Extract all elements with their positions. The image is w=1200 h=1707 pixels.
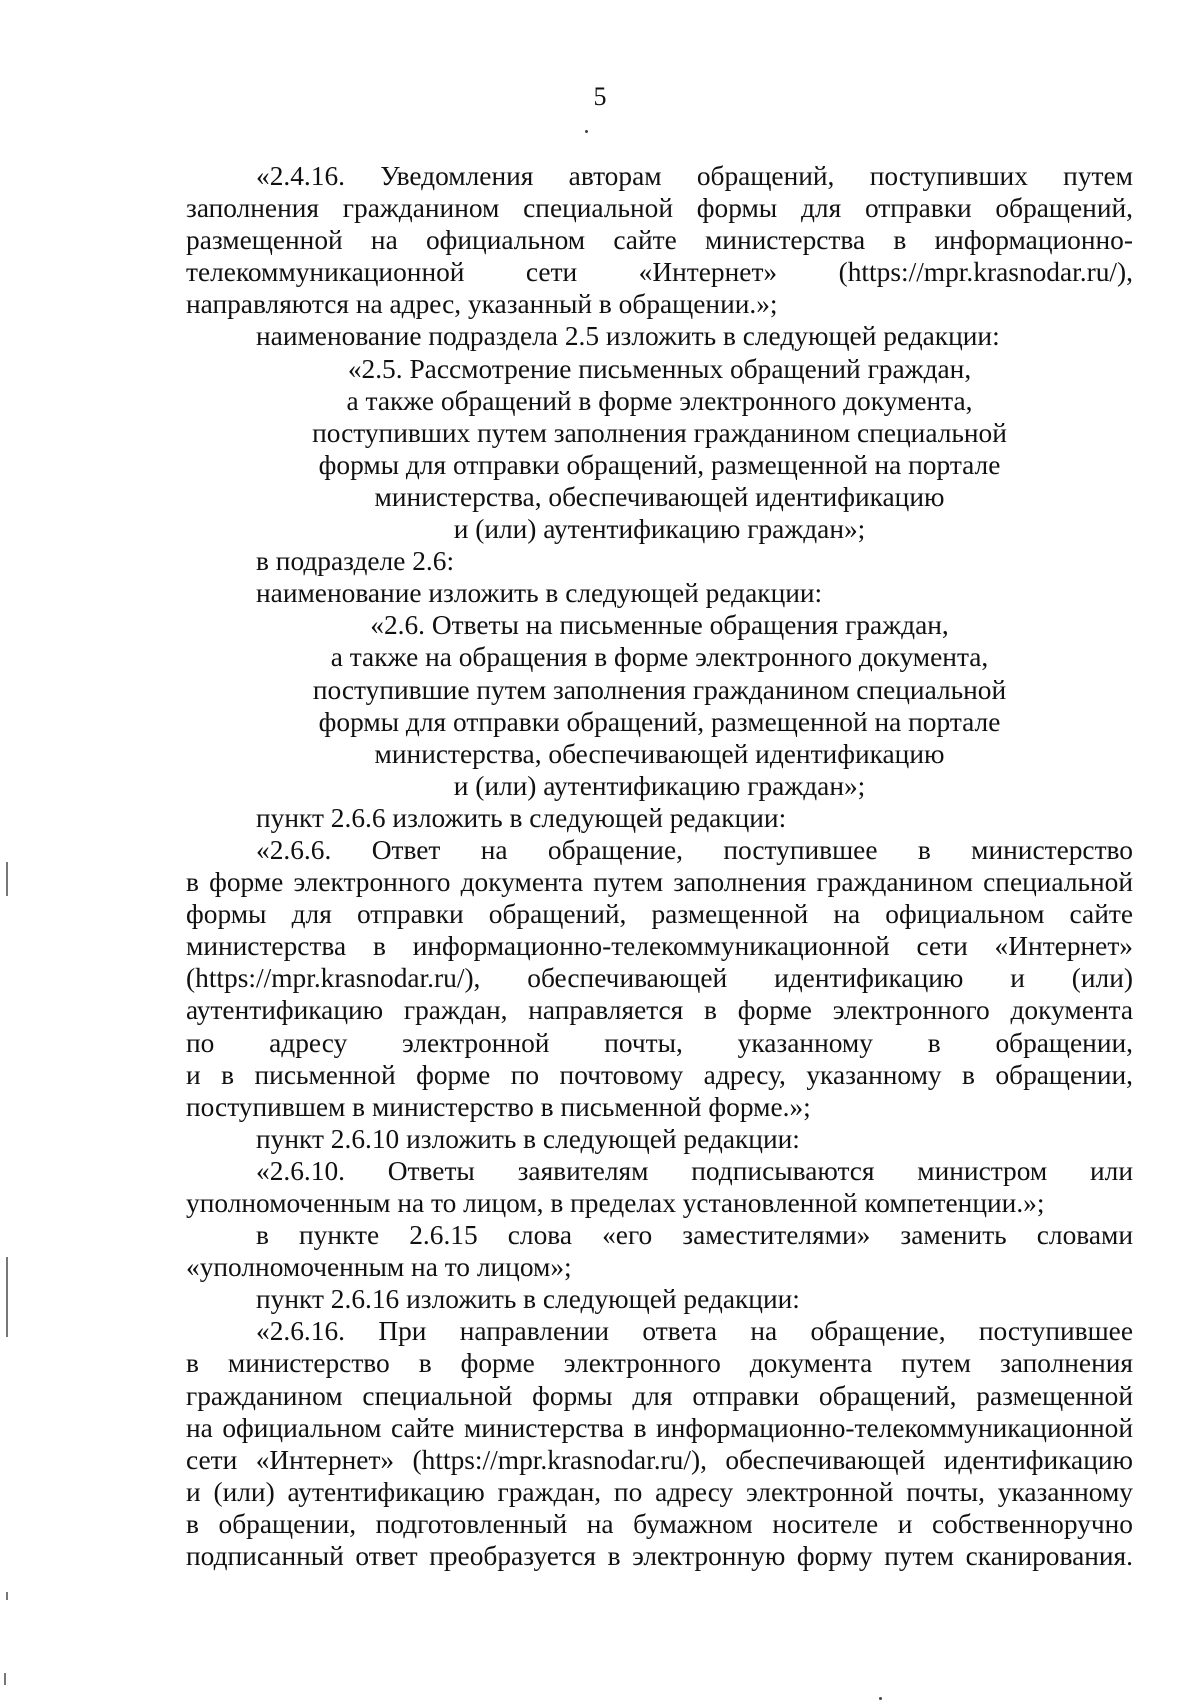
text-line: заполнения гражданином специальной формы для отправки обращений, [186,193,1133,224]
text-line: телекоммуникационной сети «Интернет» (https://mpr.krasnodar.ru/), [186,257,1133,288]
text-line: в форме электронного документа путем заполнения гражданином специальной [186,867,1133,898]
text-line: пункт 2.6.10 изложить в следующей редакции: [256,1123,800,1154]
text-line: и в письменной форме по почтовому адресу, указанному в обращении, [186,1059,1133,1090]
margin-mark [6,1257,8,1337]
text-line: «2.4.16. Уведомления авторам обращений, поступивших путем [256,161,1133,191]
text-line: министерства в информационно-телекоммуникационной сети «Интернет» [186,931,1133,962]
text-line: (https://mpr.krasnodar.ru/), обеспечивающей идентификацию и (или) [186,963,1133,994]
text-line: по адресу электронной почты, указанному в обращении, [186,1027,1133,1058]
subsection-heading-line: а также на обращения в форме электронного документа, [330,642,989,673]
text-line: в пункте 2.6.15 слова «его заместителями» заменить словами [256,1220,1133,1251]
text-line: пункт 2.6.6 изложить в следующей редакции: [256,802,787,833]
text-line: формы для отправки обращений, размещенной на официальном сайте [186,899,1133,930]
subsection-heading-line: и (или) аутентификацию граждан»; [453,514,866,545]
text-line: наименование подраздела 2.5 изложить в следующей редакции: [256,321,1000,352]
text-line: и (или) аутентификацию граждан, по адресу электронной почты, указанному [186,1476,1133,1507]
text-line: гражданином специальной формы для отправки обращений, размещенной [186,1380,1133,1411]
text-line: «уполномоченным на то лицом»; [186,1252,572,1283]
text-line: «2.6.16. При направлении ответа на обращение, поступившее [256,1316,1133,1347]
subsection-heading-line: и (или) аутентификацию граждан»; [453,770,866,801]
text-line: поступившем в министерство в письменной форме.»; [186,1091,811,1122]
subsection-heading-line: поступившие путем заполнения гражданином специальной [312,674,1007,705]
margin-mark [6,1592,8,1600]
text-line: уполномоченным на то лицом, в пределах установленной компетенции.»; [186,1188,1045,1218]
subsection-heading-line: поступивших путем заполнения гражданином специальной [312,417,1007,448]
text-line: в обращении, подготовленный на бумажном носителе и собственноручно [186,1508,1133,1539]
text-line: в министерство в форме электронного документа путем заполнения [186,1348,1133,1379]
document-body [186,160,1133,1572]
subsection-heading-line: а также обращений в форме электронного документа, [346,385,973,416]
text-line: подписанный ответ преобразуется в электронную форму путем сканирования. [186,1541,1133,1572]
subsection-heading-line: «2.5. Рассмотрение письменных обращений граждан, [347,353,972,384]
text-line: аутентификацию граждан, направляется в форме электронного документа [186,995,1133,1026]
scan-speck [879,1697,882,1700]
subsection-heading-line: министерства, обеспечивающей идентификацию [374,738,945,769]
margin-mark [6,862,8,896]
text-line: на официальном сайте министерства в информационно-телекоммуникационной [186,1412,1133,1443]
subsection-heading-line: формы для отправки обращений, размещенной на портале [318,706,1001,737]
text-line: направляются на адрес, указанный в обращении.»; [186,289,778,320]
margin-mark [4,1673,6,1685]
subsection-heading-line: формы для отправки обращений, размещенной на портале [318,449,1001,480]
subsection-heading-line: министерства, обеспечивающей идентификацию [374,481,945,512]
text-line: «2.6.6. Ответ на обращение, поступившее в министерство [256,834,1133,865]
scan-speck [585,130,588,133]
subsection-heading-line: «2.6. Ответы на письменные обращения граждан, [370,610,949,641]
text-line: в подразделе 2.6: [256,546,455,577]
text-line: размещенной на официальном сайте министерства в информационно- [186,225,1133,256]
page-number: 5 [593,82,607,111]
text-line: сети «Интернет» (https://mpr.krasnodar.ru/), обеспечивающей идентификацию [186,1444,1133,1475]
text-line: пункт 2.6.16 изложить в следующей редакции: [256,1284,800,1315]
text-line: «2.6.10. Ответы заявителям подписываются министром или [256,1155,1133,1186]
text-line: наименование изложить в следующей редакции: [256,578,823,609]
